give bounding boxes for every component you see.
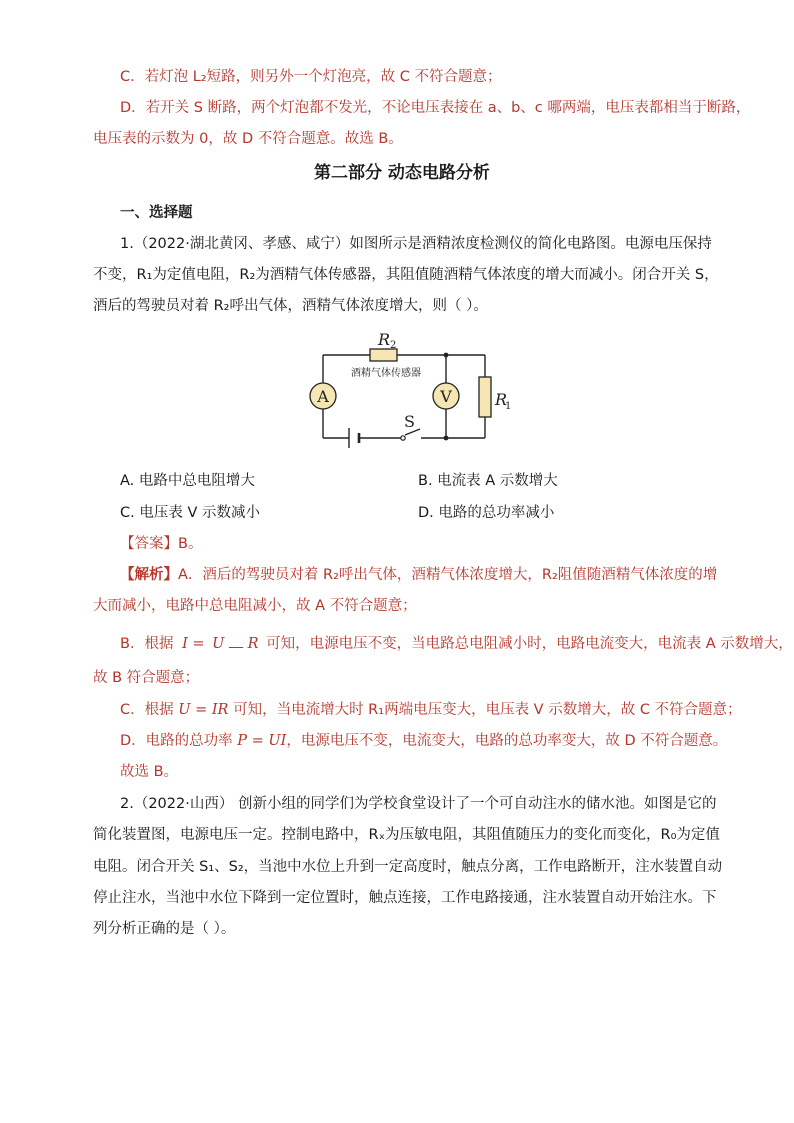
circuit-diagram [300,328,512,458]
q1-analysis-c [120,700,742,720]
analysis-c-eq: U = IR [178,702,229,718]
q1-stem-line2: 不变，R₁为定值电阻，R₂为酒精气体传感器，其阻值随酒精气体浓度的增大而减小。闭合开关 S， [93,267,719,283]
analysis-b-pre: B．根据 [120,636,174,652]
junction-top [444,353,449,358]
q1-option-d: D. 电路的总功率减小 [418,505,555,521]
sensor-label: 酒精气体传感器 [351,368,421,379]
q1-analysis-d [120,731,727,751]
q2-stem-line5: 列分析正确的是（ ）。 [93,921,236,937]
r1-resistor [479,377,491,417]
fraction-bar [229,647,243,648]
analysis-d-pre: D．电路的总功率 [120,733,233,749]
analysis-a-text: A．酒后的驾驶员对着 R₂呼出气体，酒精气体浓度增大，R₂阻值随酒精气体浓度的增 [178,567,718,583]
r2-label: R [378,330,391,349]
q1-analysis-b1 [120,627,793,661]
analysis-b-post: 可知，电源电压不变，当电路总电阻减小时，电路电流变大，电流表 A 示数增大， [266,636,793,652]
q2-stem-line4: 停止注水，当池中水位下降到一定位置时，触点连接，工作电路接通，注水装置自动开始注水。下 [93,890,717,906]
prev-option-d-line1: D．若开关 S 断路，两个灯泡都不发光，不论电压表接在 a、b、c 哪两端，电压表都相当于断路， [120,100,751,116]
r1-label: R [495,390,508,409]
analysis-c-pre: C．根据 [120,702,174,718]
q1-option-b: B. 电流表 A 示数增大 [418,473,558,489]
q1-option-a: A. 电路中总电阻增大 [120,473,255,489]
section-title: 第二部分 动态电路分析 [314,163,490,183]
fraction-denominator: R [247,636,259,652]
switch-contact [401,436,405,440]
q1-analysis-a2: 大而减小，电路中总电阻减小，故 A 不符合题意； [93,598,417,614]
r1-subscript: 1 [505,401,512,412]
switch-label: S [404,412,415,431]
section-subtitle: 一、选择题 [120,205,193,221]
analysis-b-i: I = [182,636,205,652]
q1-analysis-a1 [120,565,717,585]
prev-option-d-line2: 电压表的示数为 0，故 D 不符合题意。故选 B。 [93,131,403,147]
analysis-tag: 【解析】 [120,567,178,583]
analysis-c-post: 可知，当电流增大时 R₁两端电压变大，电压表 V 示数增大，故 C 不符合题意； [233,702,742,718]
prev-option-c: C．若灯泡 L₂短路，则另外一个灯泡亮，故 C 不符合题意； [120,69,502,85]
q1-conclusion: 故选 B。 [120,764,179,780]
voltmeter-label: V [440,387,452,406]
ammeter-label: A [317,387,329,406]
junction-bottom [444,436,449,441]
q2-stem-line2: 简化装置图，电源电压一定。控制电路中，Rₓ为压敏电阻，其阻值随压力的变化而变化，R₀为定值 [93,827,720,843]
q1-stem-line3: 酒后的驾驶员对着 R₂呼出气体，酒精气体浓度增大，则（ ）。 [93,298,488,314]
q1-answer: 【答案】B。 [120,536,203,552]
q2-stem-line1: 2.（2022·山西） 创新小组的同学们为学校食堂设计了一个可自动注水的储水池。如图是它的 [120,796,717,812]
q1-analysis-b2: 故 B 符合题意； [93,670,200,686]
q1-option-c: C. 电压表 V 示数减小 [120,505,260,521]
analysis-b-fraction [212,636,258,652]
fraction-numerator: U [212,636,225,652]
q2-stem-line3: 电阻。闭合开关 S₁、S₂，当池中水位上升到一定高度时，触点分离，工作电路断开，注水装置自动 [93,859,723,875]
q1-stem-line1: 1.（2022·湖北黄冈、孝感、咸宁）如图所示是酒精浓度检测仪的简化电路图。电源电压保持 [120,236,712,252]
analysis-d-eq: P = UI [237,733,287,749]
r2-subscript: 2 [390,340,397,351]
analysis-d-post: ，电源电压不变，电流变大，电路的总功率变大，故 D 不符合题意。 [286,733,728,749]
